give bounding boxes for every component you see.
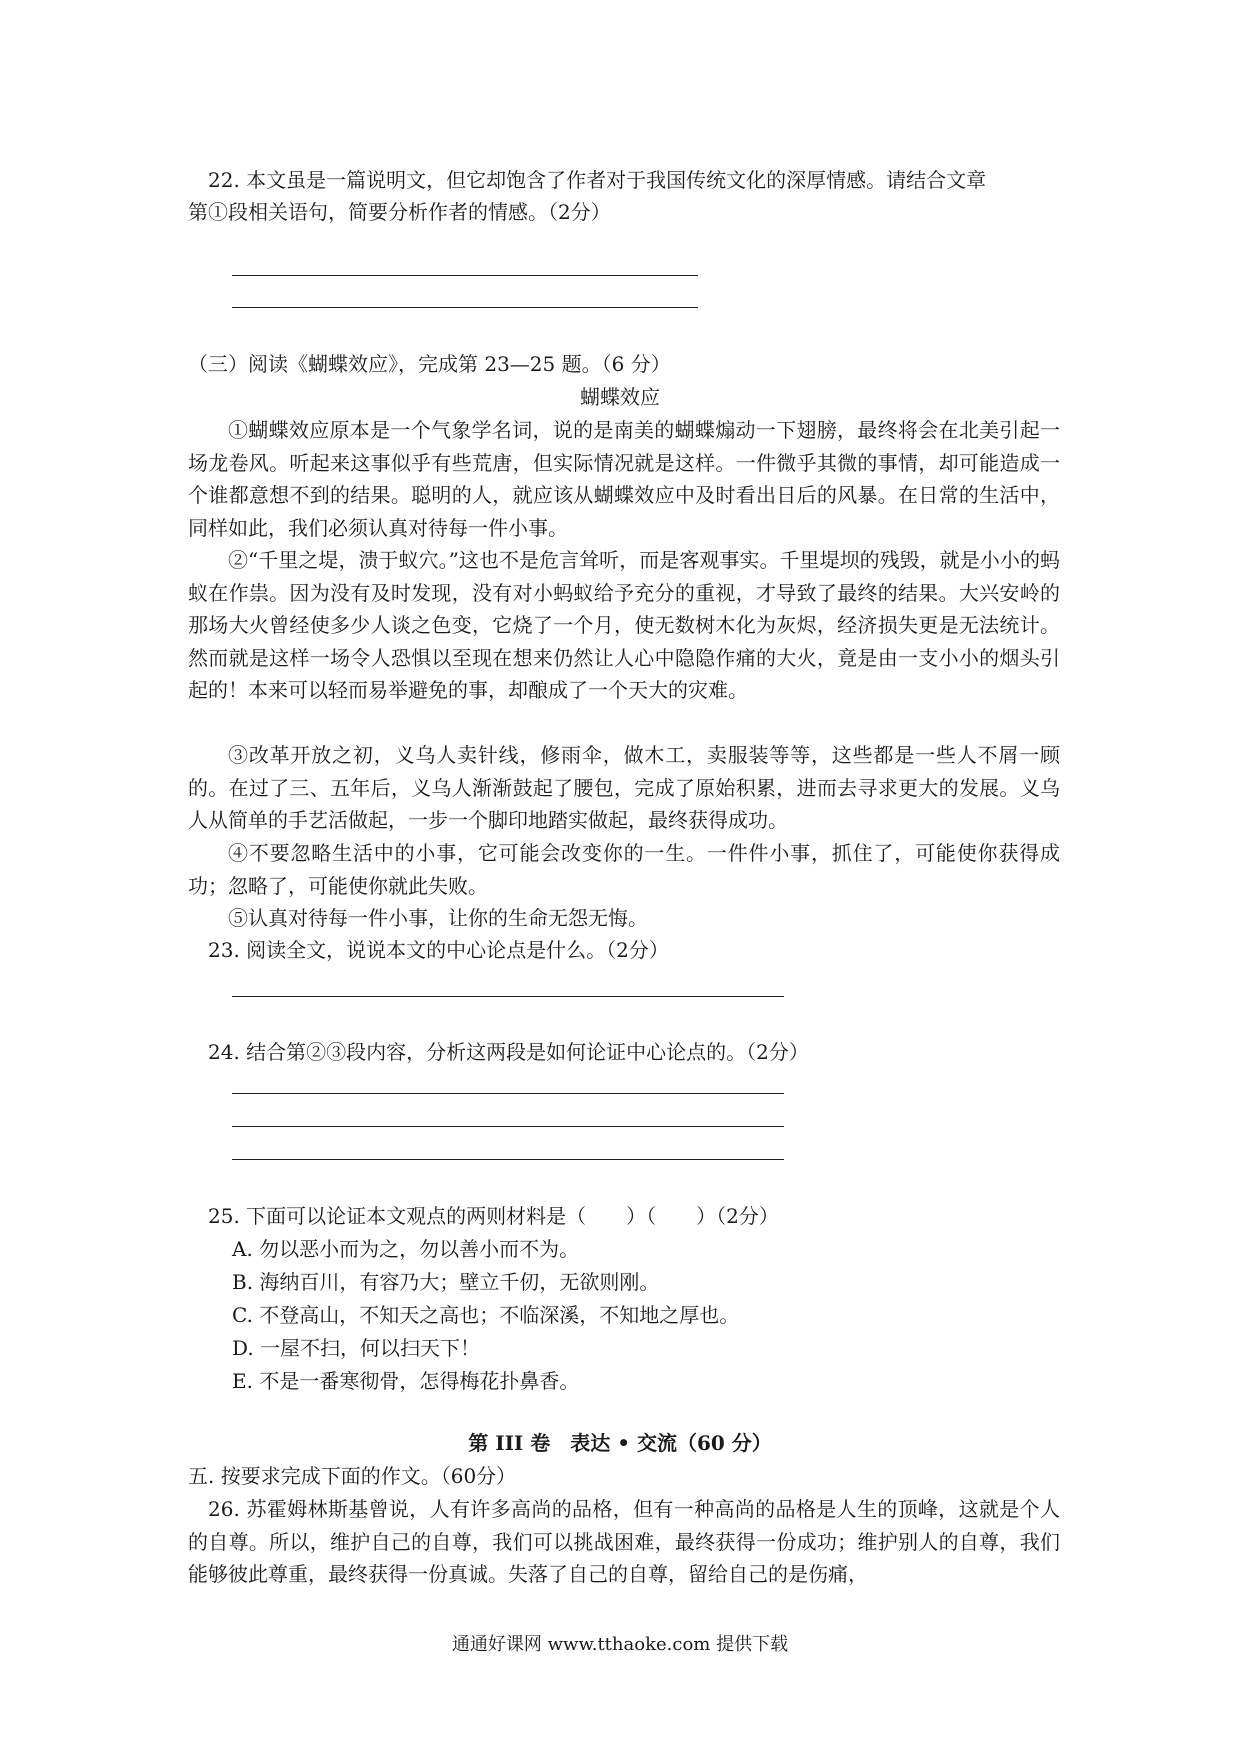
answer-line[interactable]	[232, 1093, 784, 1094]
section3-heading: （三）阅读《蝴蝶效应》，完成第 23—25 题。（6 分）	[188, 352, 671, 376]
answer-line[interactable]	[232, 1126, 784, 1127]
article-title: 蝴蝶效应	[580, 385, 660, 409]
answer-line[interactable]	[232, 307, 698, 308]
q25-option-d[interactable]: D. 一屋不扫，何以扫天下！	[232, 1336, 481, 1360]
part3-title: 第 III 卷 表达 • 交流（60 分）	[468, 1431, 772, 1455]
q22-line1: 22. 本文虽是一篇说明文，但它却饱含了作者对于我国传统文化的深厚情感。请结合文章	[208, 168, 987, 192]
q25-text: 25. 下面可以论证本文观点的两则材料是（ ）（ ）（2分）	[208, 1204, 779, 1228]
q26-text: 26. 苏霍姆林斯基曾说，人有许多高尚的品格，但有一种高尚的品格是人生的顶峰，这就是个人的自尊。所以，维护自己的自尊，我们可以挑战困难，最终获得一份成功；维护别人的自尊，我们能够彼此尊重，最终获得一份真诚。失落了自己的自尊，留给自己的是伤痛，	[188, 1497, 1060, 1586]
answer-line[interactable]	[232, 275, 698, 276]
section5-heading: 五. 按要求完成下面的作文。（60分）	[188, 1464, 517, 1488]
answer-line[interactable]	[232, 1159, 784, 1160]
q23-text: 23. 阅读全文，说说本文的中心论点是什么。（2分）	[208, 938, 669, 962]
footer-download-note: 通通好课网 www.tthaoke.com 提供下载	[451, 1634, 789, 1655]
article-paragraph-3: ③改革开放之初，义乌人卖针线，修雨伞，做木工，卖服装等等，这些都是一些人不屑一顾的。在过了三、五年后，义乌人渐渐鼓起了腰包，完成了原始积累，进而去寻求更大的发展。义乌人从简单的手艺活做起，一步一个脚印地踏实做起，最终获得成功。	[188, 743, 1060, 832]
article-paragraph-4: ④不要忽略生活中的小事，它可能会改变你的一生。一件件小事，抓住了，可能使你获得成功；忽略了，可能使你就此失败。	[188, 841, 1060, 898]
q24-text: 24. 结合第②③段内容，分析这两段是如何论证中心论点的。（2分）	[208, 1040, 809, 1064]
article-paragraph-1: ①蝴蝶效应原本是一个气象学名词，说的是南美的蝴蝶煽动一下翅膀，最终将会在北美引起一场龙卷风。听起来这事似乎有些荒唐，但实际情况就是这样。一件微乎其微的事情，却可能造成一个谁都意想不到的结果。聪明的人，就应该从蝴蝶效应中及时看出日后的风暴。在日常的生活中，同样如此，我们必须认真对待每一件小事。	[188, 418, 1060, 540]
article-paragraph-5: ⑤认真对待每一件小事，让你的生命无怨无悔。	[228, 906, 648, 930]
answer-line[interactable]	[232, 996, 784, 997]
q25-option-c[interactable]: C. 不登高山，不知天之高也；不临深溪，不知地之厚也。	[232, 1303, 740, 1327]
q25-option-b[interactable]: B. 海纳百川，有容乃大；壁立千仞，无欲则刚。	[232, 1270, 660, 1294]
article-paragraph-2: ②“千里之堤，溃于蚁穴。”这也不是危言耸听，而是客观事实。千里堤坝的残毁，就是小小的蚂蚁在作祟。因为没有及时发现，没有对小蚂蚁给予充分的重视，才导致了最终的结果。大兴安岭的那场大火曾经使多少人谈之色变，它烧了一个月，使无数树木化为灰烬，经济损失更是无法统计。然而就是这样一场令人恐惧以至现在想来仍然让人心中隐隐作痛的大火，竟是由一支小小的烟头引起的！本来可以轻而易举避免的事，却酿成了一个天大的灾难。	[188, 548, 1060, 702]
q25-option-e[interactable]: E. 不是一番寒彻骨，怎得梅花扑鼻香。	[232, 1369, 580, 1393]
q22-line2: 第①段相关语句，简要分析作者的情感。（2分）	[188, 200, 611, 224]
q25-option-a[interactable]: A. 勿以恶小而为之，勿以善小而不为。	[232, 1237, 580, 1261]
